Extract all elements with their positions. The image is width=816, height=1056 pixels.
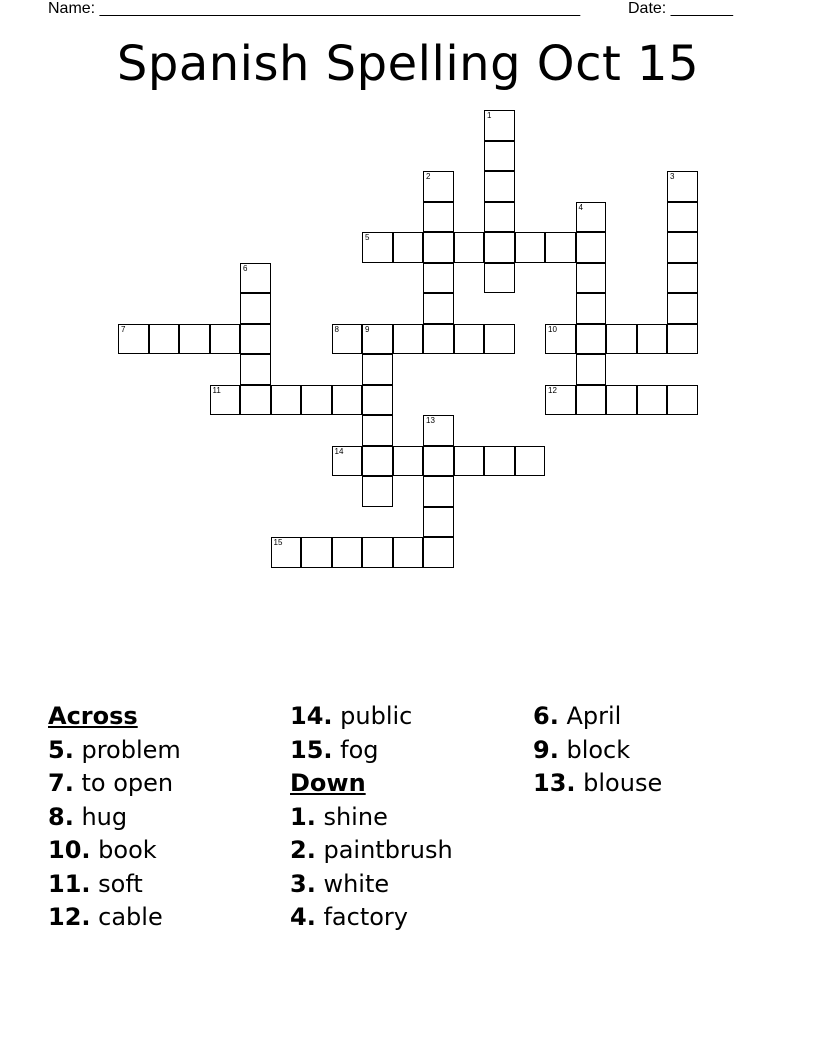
clue-item-number: 10. bbox=[48, 836, 91, 864]
grid-cell[interactable] bbox=[576, 385, 607, 416]
grid-cell[interactable] bbox=[240, 263, 271, 294]
clue-item-number: 4. bbox=[290, 903, 316, 931]
grid-cell[interactable] bbox=[362, 324, 393, 355]
clue-number: 3 bbox=[670, 172, 675, 181]
grid-cell[interactable] bbox=[667, 232, 698, 263]
grid-cell[interactable] bbox=[362, 415, 393, 446]
clue-column-3 bbox=[533, 700, 662, 801]
clue-item-number: 2. bbox=[290, 836, 316, 864]
clue-item bbox=[533, 700, 662, 734]
name-field-label: Name: ______________________________________________________ bbox=[48, 0, 581, 17]
clue-number: 8 bbox=[334, 324, 339, 334]
grid-cell[interactable] bbox=[484, 263, 515, 294]
clue-number: 10 bbox=[548, 324, 557, 334]
grid-cell[interactable] bbox=[454, 324, 485, 355]
grid-cell[interactable] bbox=[423, 537, 454, 568]
clue-item-number: 11. bbox=[48, 869, 91, 898]
grid-cell[interactable] bbox=[149, 324, 180, 355]
grid-cell[interactable] bbox=[240, 385, 271, 416]
grid-cell[interactable] bbox=[240, 324, 271, 355]
clue-item-text: paintbrush bbox=[323, 836, 453, 864]
grid-cell[interactable] bbox=[362, 385, 393, 416]
grid-cell[interactable] bbox=[576, 354, 607, 385]
clue-number: 9 bbox=[365, 324, 370, 334]
clue-item-number: 15. bbox=[290, 735, 333, 764]
clue-item-text: soft bbox=[98, 869, 143, 898]
grid-cell[interactable] bbox=[545, 232, 576, 263]
grid-cell[interactable] bbox=[271, 385, 302, 416]
grid-cell[interactable] bbox=[606, 385, 637, 416]
grid-cell[interactable] bbox=[484, 446, 515, 477]
clue-item-number: 13. bbox=[533, 769, 576, 797]
clue-heading: Across bbox=[48, 702, 138, 730]
clue-item-text: fog bbox=[340, 735, 379, 764]
grid-cell[interactable] bbox=[423, 324, 454, 355]
clue-item-text: to open bbox=[81, 769, 174, 797]
grid-cell[interactable] bbox=[545, 385, 576, 416]
grid-cell[interactable] bbox=[454, 232, 485, 263]
grid-cell[interactable] bbox=[423, 232, 454, 263]
grid-cell[interactable] bbox=[362, 537, 393, 568]
grid-cell[interactable] bbox=[576, 293, 607, 324]
clue-number: 12 bbox=[548, 385, 557, 395]
clue-item bbox=[290, 834, 453, 868]
grid-cell[interactable] bbox=[637, 324, 668, 355]
clue-item-number: 5. bbox=[48, 735, 74, 764]
clue-number: 14 bbox=[334, 446, 344, 456]
clue-number: 1 bbox=[487, 111, 492, 120]
grid-cell[interactable] bbox=[454, 446, 485, 477]
grid-cell[interactable] bbox=[362, 476, 393, 507]
clue-item-text: white bbox=[323, 869, 390, 898]
grid-cell[interactable] bbox=[332, 446, 363, 477]
clue-item bbox=[48, 734, 181, 768]
grid-cell[interactable] bbox=[332, 385, 363, 416]
grid-cell[interactable] bbox=[667, 202, 698, 233]
clue-column-1 bbox=[48, 700, 181, 935]
clue-item-number: 1. bbox=[290, 802, 316, 831]
grid-cell[interactable] bbox=[515, 446, 546, 477]
clue-item bbox=[290, 734, 453, 768]
clue-item bbox=[290, 868, 453, 902]
grid-cell[interactable] bbox=[393, 324, 424, 355]
clue-number: 6 bbox=[243, 263, 248, 273]
clue-item-number: 14. bbox=[290, 702, 333, 730]
grid-cell[interactable] bbox=[423, 415, 454, 446]
grid-cell[interactable] bbox=[118, 324, 149, 355]
clue-item-text: shine bbox=[323, 802, 388, 831]
grid-cell[interactable] bbox=[423, 293, 454, 324]
clue-item-number: 6. bbox=[533, 702, 559, 730]
grid-cell[interactable] bbox=[484, 141, 515, 172]
grid-cell[interactable] bbox=[423, 263, 454, 294]
clue-item-text: cable bbox=[98, 903, 163, 931]
grid-cell[interactable] bbox=[576, 202, 607, 233]
grid-cell[interactable] bbox=[484, 171, 515, 202]
grid-cell[interactable] bbox=[362, 446, 393, 477]
grid-cell[interactable] bbox=[576, 232, 607, 263]
grid-cell[interactable] bbox=[362, 232, 393, 263]
clue-item bbox=[290, 801, 453, 835]
clue-item-text: hug bbox=[81, 802, 128, 831]
grid-cell[interactable] bbox=[667, 293, 698, 324]
grid-cell[interactable] bbox=[332, 537, 363, 568]
clue-item-number: 7. bbox=[48, 769, 74, 797]
clue-item bbox=[48, 767, 181, 801]
date-field-label: Date: _______ bbox=[628, 0, 733, 17]
grid-cell[interactable] bbox=[667, 324, 698, 355]
clue-item-text: factory bbox=[323, 903, 408, 931]
clue-item-text: problem bbox=[81, 735, 181, 764]
grid-cell[interactable] bbox=[423, 171, 454, 202]
grid-cell[interactable] bbox=[179, 324, 210, 355]
grid-cell[interactable] bbox=[210, 324, 241, 355]
clue-number: 2 bbox=[426, 172, 431, 181]
grid-cell[interactable] bbox=[576, 263, 607, 294]
clue-item-text: blouse bbox=[583, 769, 663, 797]
grid-cell[interactable] bbox=[545, 324, 576, 355]
clue-item bbox=[533, 734, 662, 768]
grid-cell[interactable] bbox=[393, 537, 424, 568]
grid-cell[interactable] bbox=[484, 202, 515, 233]
grid-cell[interactable] bbox=[423, 507, 454, 538]
clue-item-number: 3. bbox=[290, 869, 316, 898]
grid-cell[interactable] bbox=[301, 537, 332, 568]
clue-item-text: block bbox=[566, 735, 631, 764]
grid-cell[interactable] bbox=[484, 110, 515, 141]
grid-cell[interactable] bbox=[393, 446, 424, 477]
clue-item-number: 9. bbox=[533, 735, 559, 764]
grid-cell[interactable] bbox=[667, 171, 698, 202]
grid-cell[interactable] bbox=[332, 324, 363, 355]
clue-column-2 bbox=[290, 700, 453, 935]
clue-item bbox=[533, 767, 662, 801]
clue-item bbox=[48, 801, 181, 835]
grid-cell[interactable] bbox=[637, 385, 668, 416]
grid-cell[interactable] bbox=[576, 324, 607, 355]
clue-number: 5 bbox=[365, 233, 370, 242]
grid-cell[interactable] bbox=[606, 324, 637, 355]
clue-number: 4 bbox=[578, 202, 583, 212]
grid-cell[interactable] bbox=[484, 232, 515, 263]
clue-item bbox=[290, 700, 453, 734]
clue-item-number: 8. bbox=[48, 802, 74, 831]
clue-heading: Down bbox=[290, 769, 366, 797]
clue-number: 11 bbox=[212, 385, 221, 395]
grid-cell[interactable] bbox=[271, 537, 302, 568]
clue-number: 13 bbox=[426, 416, 435, 425]
grid-cell[interactable] bbox=[301, 385, 332, 416]
clue-item bbox=[48, 834, 181, 868]
grid-cell[interactable] bbox=[423, 476, 454, 507]
grid-cell[interactable] bbox=[484, 324, 515, 355]
clue-number: 7 bbox=[121, 324, 126, 334]
clue-item bbox=[290, 901, 453, 935]
grid-cell[interactable] bbox=[393, 232, 424, 263]
clue-number: 15 bbox=[273, 538, 283, 547]
grid-cell[interactable] bbox=[210, 385, 241, 416]
clue-item-text: public bbox=[340, 702, 413, 730]
grid-cell[interactable] bbox=[667, 263, 698, 294]
clue-item bbox=[48, 901, 181, 935]
grid-cell[interactable] bbox=[240, 293, 271, 324]
grid-cell[interactable] bbox=[667, 385, 698, 416]
grid-cell[interactable] bbox=[423, 202, 454, 233]
clue-item-number: 12. bbox=[48, 903, 91, 931]
clue-item-text: book bbox=[98, 836, 157, 864]
grid-cell[interactable] bbox=[362, 354, 393, 385]
page-title: Spanish Spelling Oct 15 bbox=[116, 36, 700, 92]
clue-item bbox=[48, 868, 181, 902]
grid-cell[interactable] bbox=[515, 232, 546, 263]
grid-cell[interactable] bbox=[423, 446, 454, 477]
clue-item-text: April bbox=[566, 702, 622, 730]
grid-cell[interactable] bbox=[240, 354, 271, 385]
